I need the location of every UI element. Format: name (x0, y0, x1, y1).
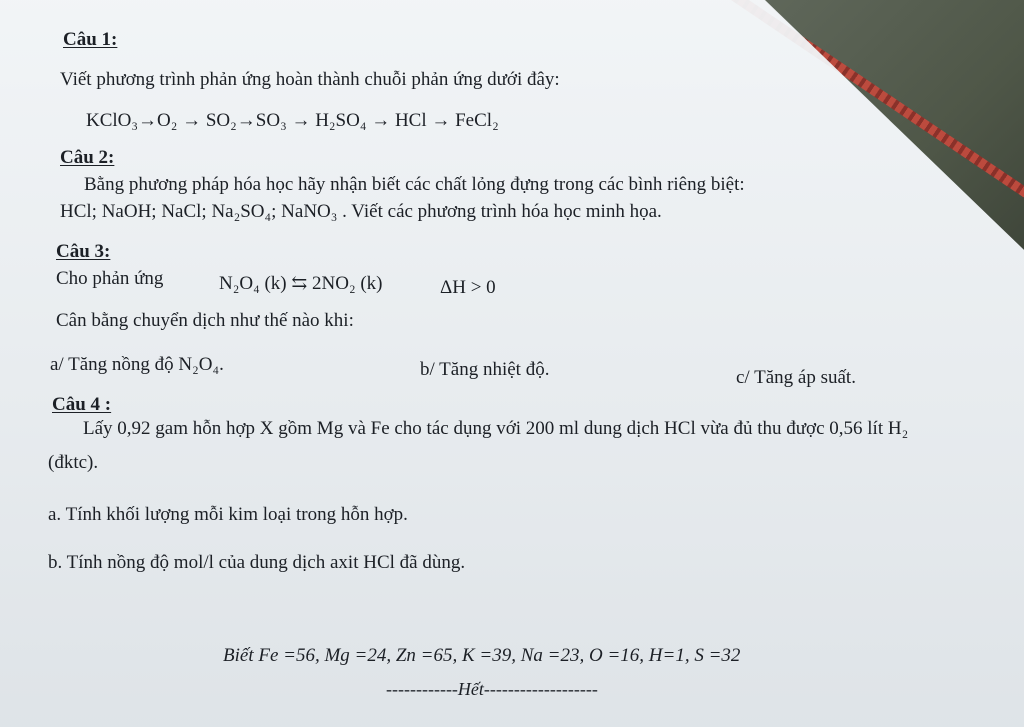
q4-heading: Câu 4 : (52, 394, 112, 415)
q1-heading: Câu 1: (63, 29, 118, 50)
q1-text: Viết phương trình phản ứng hoàn thành chuỗi phản ứng dưới đây: (60, 69, 560, 90)
q3-option-b: b/ Tăng nhiệt độ. (420, 359, 550, 380)
q3-option-a: a/ Tăng nồng độ N₂O₄. (50, 354, 224, 375)
q3-reaction: N₂O₄ (k) ⇆ 2NO₂ (k) (219, 273, 383, 294)
end-marker: ------------Hết------------------- (386, 679, 598, 699)
q3-question: Cân bằng chuyển dịch như thế nào khi: (56, 310, 354, 331)
q3-reaction-label: Cho phản ứng (56, 268, 164, 289)
q4-part-a: a. Tính khối lượng mỗi kim loại trong hỗn hợp. (48, 504, 408, 525)
q3-enthalpy: ΔH > 0 (440, 277, 496, 298)
q2-line2: HCl; NaOH; NaCl; Na₂SO₄; NaNO₃ . Viết các phương trình hóa học minh họa. (60, 201, 662, 222)
q3-option-c: c/ Tăng áp suất. (736, 367, 856, 388)
q2-heading: Câu 2: (60, 147, 115, 168)
atomic-mass-note: Biết Fe =56, Mg =24, Zn =65, K =39, Na =23, O =16, H=1, S =32 (223, 645, 741, 666)
q2-line1: Bằng phương pháp hóa học hãy nhận biết các chất lỏng đựng trong các bình riêng biệt: (84, 174, 745, 195)
q4-part-b: b. Tính nồng độ mol/l của dung dịch axit HCl đã dùng. (48, 552, 466, 573)
q4-line2: (đktc). (48, 452, 99, 473)
q4-line1: Lấy 0,92 gam hỗn hợp X gồm Mg và Fe cho tác dụng với 200 ml dung dịch HCl vừa đủ thu được 0,56 lít H₂ (83, 418, 909, 439)
q1-equation: KClO₃→O₂ → SO₂→SO₃ → H₂SO₄ → HCl → FeCl₂ (86, 110, 499, 131)
q3-heading: Câu 3: (56, 241, 111, 262)
exam-content (48, 25, 988, 715)
